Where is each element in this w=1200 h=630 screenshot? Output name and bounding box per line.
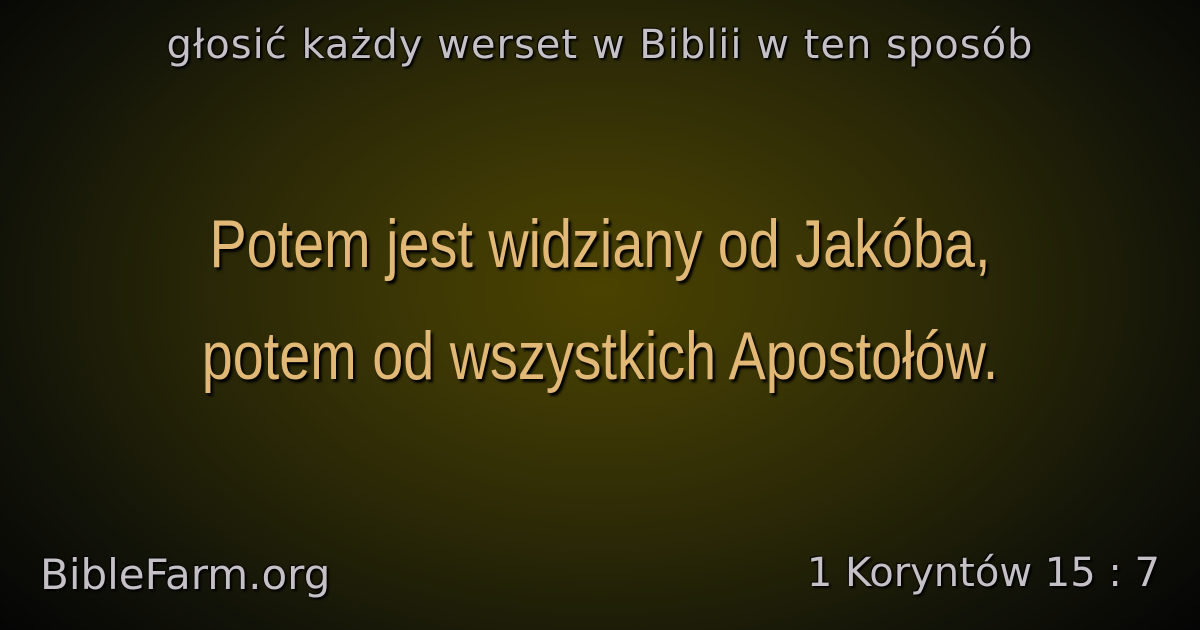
verse-text [108,188,1092,412]
verse-line-2: potem od wszystkich Apostołów. [201,318,999,394]
site-name: BibleFarm.org [40,550,331,599]
tagline: głosić każdy werset w Biblii w ten sposób [166,22,1034,68]
verse-reference: 1 Koryntów 15 : 7 [806,550,1160,596]
verse-line-1: Potem jest widziany od Jakóba, [209,206,991,282]
